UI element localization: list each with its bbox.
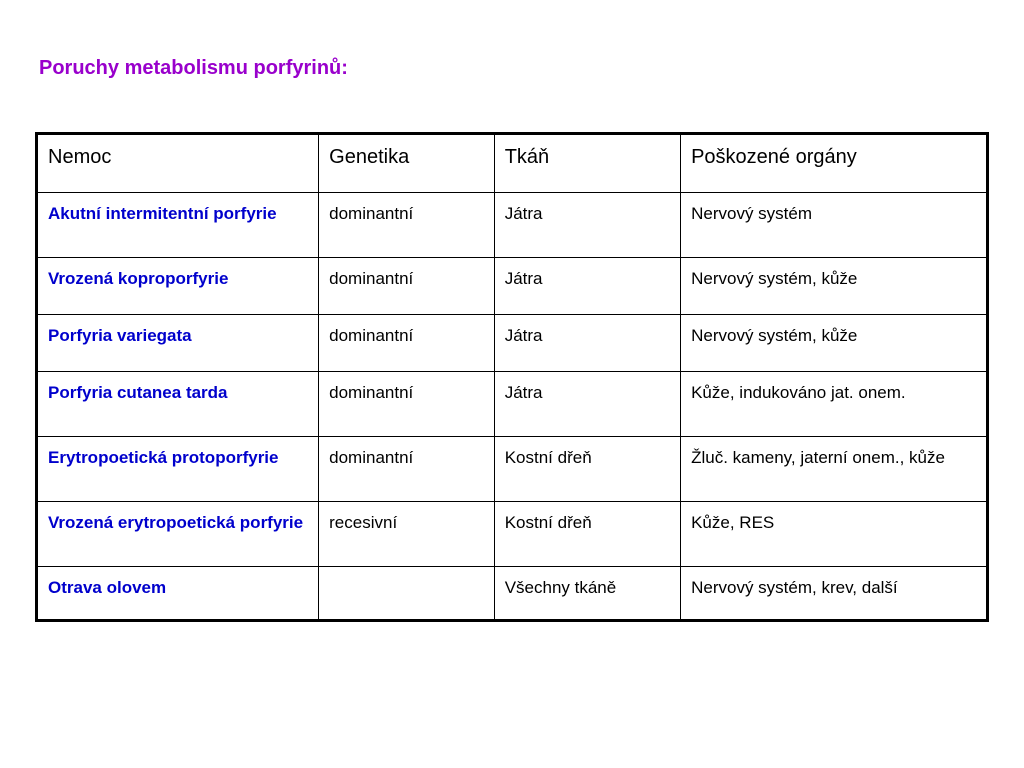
page-title: Poruchy metabolismu porfyrinů: [39, 57, 348, 79]
disease-cell: Otrava olovem [37, 567, 319, 621]
genetics-cell: dominantní [319, 437, 495, 502]
organs-cell: Kůže, RES [681, 502, 988, 567]
column-header-nemoc: Nemoc [37, 134, 319, 193]
table-row [37, 193, 988, 258]
disease-cell: Porfyria variegata [37, 315, 319, 372]
porphyria-table [35, 132, 989, 622]
organs-cell: Nervový systém, kůže [681, 315, 988, 372]
tissue-cell: Játra [494, 258, 680, 315]
organs-cell: Nervový systém, krev, další [681, 567, 988, 621]
tissue-cell: Játra [494, 193, 680, 258]
table-row [37, 315, 988, 372]
table-row [37, 437, 988, 502]
tissue-cell: Játra [494, 315, 680, 372]
genetics-cell: dominantní [319, 315, 495, 372]
column-header-tkan: Tkáň [494, 134, 680, 193]
tissue-cell: Kostní dřeň [494, 437, 680, 502]
genetics-cell: dominantní [319, 372, 495, 437]
genetics-cell [319, 567, 495, 621]
tissue-cell: Kostní dřeň [494, 502, 680, 567]
disease-cell: Erytropoetická protoporfyrie [37, 437, 319, 502]
disease-cell: Akutní intermitentní porfyrie [37, 193, 319, 258]
genetics-cell: dominantní [319, 193, 495, 258]
column-header-poskozene-organy: Poškozené orgány [681, 134, 988, 193]
disease-cell: Vrozená erytropoetická porfyrie [37, 502, 319, 567]
disease-cell: Porfyria cutanea tarda [37, 372, 319, 437]
genetics-cell: dominantní [319, 258, 495, 315]
table-row [37, 567, 988, 621]
organs-cell: Nervový systém [681, 193, 988, 258]
organs-cell: Kůže, indukováno jat. onem. [681, 372, 988, 437]
tissue-cell: Všechny tkáně [494, 567, 680, 621]
table-header-row [37, 134, 988, 193]
tissue-cell: Játra [494, 372, 680, 437]
genetics-cell: recesivní [319, 502, 495, 567]
organs-cell: Žluč. kameny, jaterní onem., kůže [681, 437, 988, 502]
organs-cell: Nervový systém, kůže [681, 258, 988, 315]
column-header-genetika: Genetika [319, 134, 495, 193]
disease-cell: Vrozená koproporfyrie [37, 258, 319, 315]
table-row [37, 502, 988, 567]
table-row [37, 372, 988, 437]
table-row [37, 258, 988, 315]
